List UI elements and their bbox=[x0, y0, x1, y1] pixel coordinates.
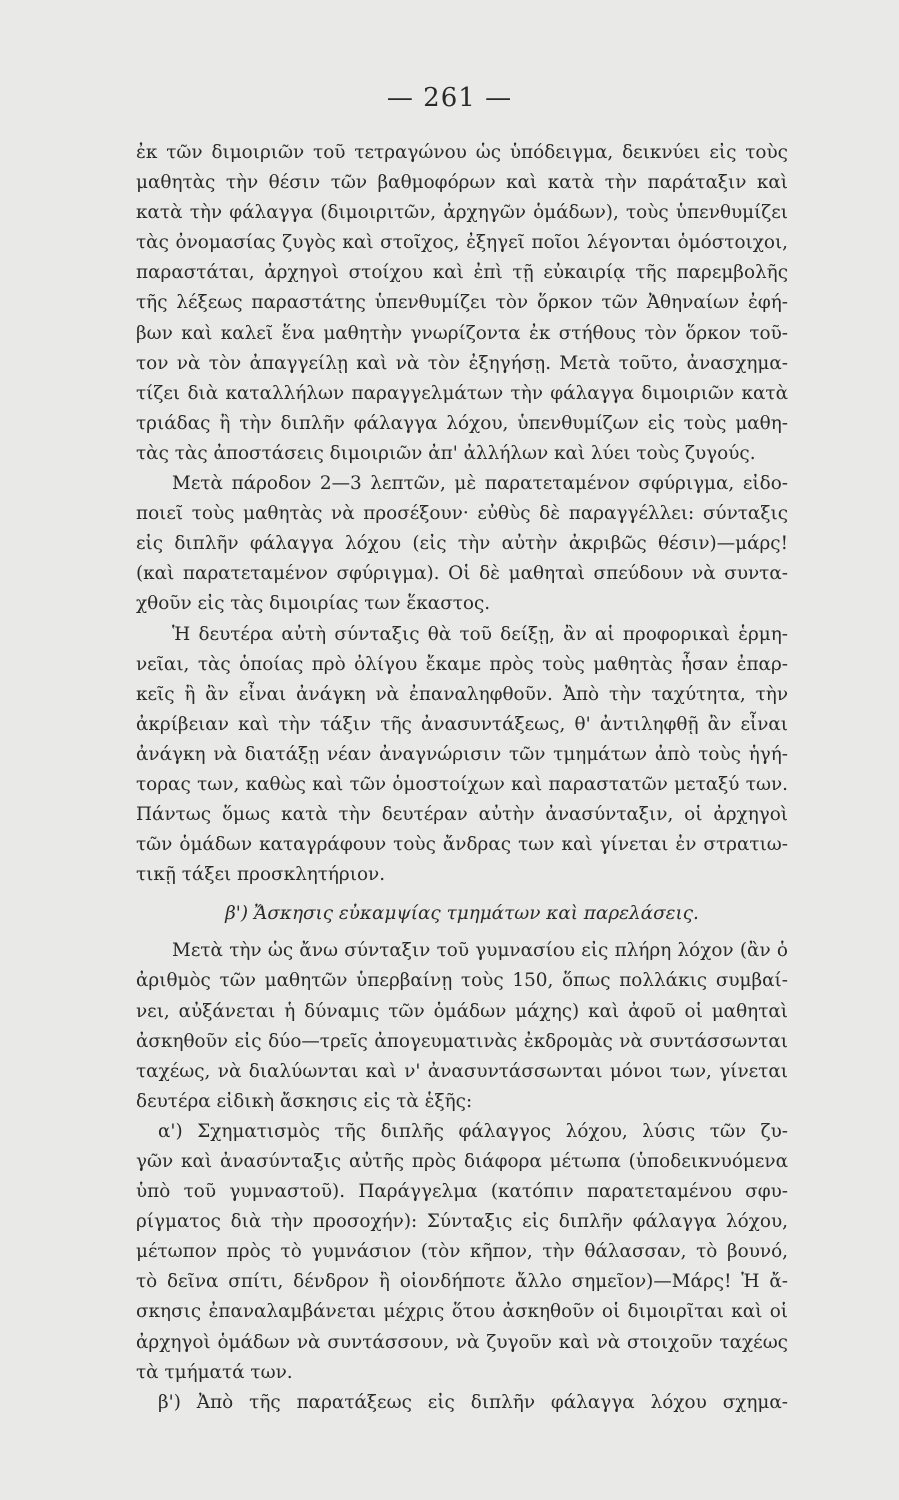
text-line: δευτέρα εἰδικὴ ἄσκησις εἰς τὰ ἑξῆς: bbox=[136, 1090, 473, 1112]
text-line: (καὶ παρατεταμένον σφύριγμα). Οἱ δὲ μαθηταὶ σπεύδουν νὰ συντα- bbox=[136, 563, 788, 585]
text-line: παραστάται, ἀρχηγοὶ στοίχου καὶ ἐπὶ τῇ εὐκαιρίᾳ τῆς παρεμβολῆς bbox=[136, 262, 788, 284]
text-line: ἀρχηγοὶ ὁμάδων νὰ συντάσσουν, νὰ ζυγοῦν καὶ νὰ στοιχοῦν ταχέως bbox=[136, 1331, 788, 1353]
text-line: Μετὰ τὴν ὡς ἄνω σύνταξιν τοῦ γυμνασίου εἰς πλήρη λόχον (ἂν ὁ bbox=[172, 940, 788, 962]
text-line: μαθητὰς τὴν θέσιν τῶν βαθμοφόρων καὶ κατὰ τὴν παράταξιν καὶ bbox=[136, 172, 788, 194]
text-line: ἀκρίβειαν καὶ τὴν τάξιν τῆς ἀνασυντάξεως, θ' ἀντιληφθῇ ἂν εἶναι bbox=[136, 713, 788, 735]
page-number: — 261 — bbox=[386, 83, 513, 113]
body-text bbox=[136, 138, 788, 1418]
text-line: ἐκ τῶν διμοιριῶν τοῦ τετραγώνου ὡς ὑπόδειγμα, δεικνύει εἰς τοὺς bbox=[136, 142, 788, 163]
text-line: τὸ δεῖνα σπίτι, δένδρον ἢ οἱονδήποτε ἄλλο σημεῖον)—Μάρς! Ἡ ἄ- bbox=[136, 1271, 788, 1293]
text-line: Μετὰ πάροδον 2—3 λεπτῶν, μὲ παρατεταμένον σφύριγμα, εἰδο- bbox=[172, 473, 788, 495]
text-line: τῆς λέξεως παραστάτης ὑπενθυμίζει τὸν ὅρκον τῶν Ἀθηναίων ἐφή- bbox=[136, 292, 788, 314]
text-line: τῶν ὁμάδων καταγράφουν τοὺς ἄνδρας των καὶ γίνεται ἐν στρατιω- bbox=[136, 834, 788, 856]
text-line: τορας των, καθὼς καὶ τῶν ὁμοστοίχων καὶ παραστατῶν μεταξύ των. bbox=[136, 773, 788, 795]
text-line: ἀνάγκη νὰ διατάξῃ νέαν ἀναγνώρισιν τῶν τμημάτων ἀπὸ τοὺς ἡγή- bbox=[136, 743, 788, 765]
text-line: Ἡ δευτέρα αὐτὴ σύνταξις θὰ τοῦ δείξῃ, ἂν αἱ προφορικαὶ ἑρμη- bbox=[172, 623, 788, 645]
section-heading: β') Ἄσκησις εὐκαμψίας τμημάτων καὶ παρελάσεις. bbox=[225, 903, 699, 925]
text-line: γῶν καὶ ἀνασύνταξις αὐτῆς πρὸς διάφορα μέτωπα (ὑποδεικνυόμενα bbox=[136, 1151, 788, 1172]
text-line: εἰς διπλῆν φάλαγγα λόχου (εἰς τὴν αὐτὴν ἀκριβῶς θέσιν)—μάρς! bbox=[136, 533, 788, 555]
text-line: βων καὶ καλεῖ ἕνα μαθητὴν γνωρίζοντα ἐκ στήθους τὸν ὅρκον τοῦ- bbox=[136, 322, 788, 344]
text-line: ἀριθμὸς τῶν μαθητῶν ὑπερβαίνῃ τοὺς 150, ὅπως πολλάκις συμβαί- bbox=[136, 970, 788, 992]
text-line: σκησις ἐπαναλαμβάνεται μέχρις ὅτου ἀσκηθοῦν οἱ διμοιρῖται καὶ οἱ bbox=[136, 1301, 788, 1323]
text-line: τικῇ τάξει προσκλητήριον. bbox=[136, 864, 386, 886]
text-line: τὰ τμήματά των. bbox=[136, 1361, 293, 1383]
text-line: νεῖαι, τὰς ὁποίας πρὸ ὀλίγου ἔκαμε πρὸς τοὺς μαθητὰς ἦσαν ἐπαρ- bbox=[136, 653, 788, 675]
text-line: κεῖς ἢ ἂν εἶναι ἀνάγκη νὰ ἐπαναληφθοῦν. Ἀπὸ τὴν ταχύτητα, τὴν bbox=[136, 683, 788, 705]
text-line: τὰς τὰς ἀποστάσεις διμοιριῶν ἀπ' ἀλλήλων καὶ λύει τοὺς ζυγούς. bbox=[136, 442, 756, 464]
text-line: α') Σχηματισμὸς τῆς διπλῆς φάλαγγος λόχου, λύσις τῶν ζυ- bbox=[158, 1120, 788, 1142]
text-line: τὰς ὀνομασίας ζυγὸς καὶ στοῖχος, ἐξηγεῖ ποῖοι λέγονται ὁμόστοιχοι, bbox=[136, 232, 788, 254]
text-line: ὑπὸ τοῦ γυμναστοῦ). Παράγγελμα (κατόπιν παρατεταμένου σφυ- bbox=[136, 1181, 788, 1203]
text-line: τίζει διὰ καταλλήλων παραγγελμάτων τὴν φάλαγγα διμοιριῶν κατὰ bbox=[136, 382, 788, 404]
text-line: χθοῦν εἰς τὰς διμοιρίας των ἕκαστος. bbox=[136, 593, 491, 615]
text-line: Πάντως ὅμως κατὰ τὴν δευτέραν αὐτὴν ἀνασύνταξιν, οἱ ἀρχηγοὶ bbox=[136, 804, 788, 826]
text-line: νει, αὐξάνεται ἡ δύναμις τῶν ὁμάδων μάχης) καὶ ἀφοῦ οἱ μαθηταὶ bbox=[136, 1000, 788, 1022]
text-line: τον νὰ τὸν ἀπαγγείλῃ καὶ νὰ τὸν ἐξηγήσῃ. Μετὰ τοῦτο, ἀνασχημα- bbox=[136, 352, 788, 374]
text-line: μέτωπον πρὸς τὸ γυμνάσιον (τὸν κῆπον, τὴν θάλασσαν, τὸ βουνό, bbox=[136, 1241, 788, 1263]
text-line: ἀσκηθοῦν εἰς δύο—τρεῖς ἀπογευματινὰς ἐκδρομὰς νὰ συντάσσωνται bbox=[136, 1030, 788, 1052]
text-line: κατὰ τὴν φάλαγγα (διμοιριτῶν, ἀρχηγῶν ὁμάδων), τοὺς ὑπενθυμίζει bbox=[136, 202, 788, 224]
text-line: ποιεῖ τοὺς μαθητὰς νὰ προσέξουν· εὐθὺς δὲ παραγγέλλει: σύνταξις bbox=[136, 503, 788, 525]
text-line: ρίγματος διὰ τὴν προσοχήν): Σύνταξις εἰς διπλῆν φάλαγγα λόχου, bbox=[136, 1211, 788, 1233]
text-line: τριάδας ἢ τὴν διπλῆν φάλαγγα λόχου, ὑπενθυμίζων εἰς τοὺς μαθη- bbox=[136, 412, 788, 434]
text-line: ταχέως, νὰ διαλύωνται καὶ ν' ἀνασυντάσσωνται μόνοι των, γίνεται bbox=[136, 1060, 788, 1082]
text-line: β') Ἀπὸ τῆς παρατάξεως εἰς διπλῆν φάλαγγα λόχου σχημα- bbox=[158, 1391, 788, 1413]
